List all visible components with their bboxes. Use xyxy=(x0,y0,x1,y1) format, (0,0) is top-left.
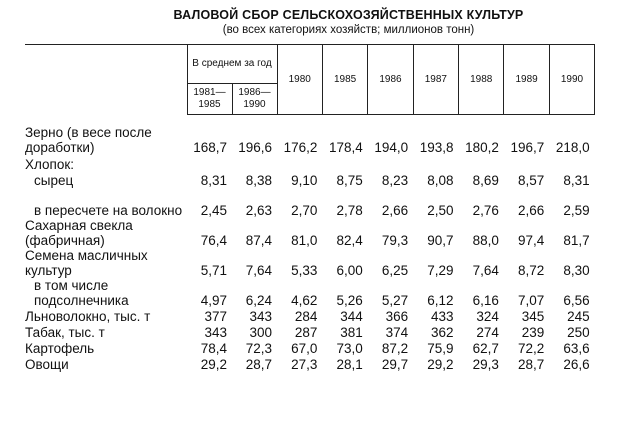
header-blank-cell xyxy=(25,45,187,115)
table-row xyxy=(25,248,595,278)
cell-value: 8,30 xyxy=(563,263,590,278)
cell-value: 433 xyxy=(430,309,454,324)
cell-value: 2,59 xyxy=(563,203,590,218)
cell-value: 193,8 xyxy=(419,140,454,155)
header-average-period: 1981—1985 xyxy=(187,84,232,115)
cell-value: 6,12 xyxy=(427,293,454,308)
cell-value: 343 xyxy=(249,309,273,324)
cell-value: 239 xyxy=(521,325,545,340)
cell-value: 2,70 xyxy=(291,203,318,218)
cell-value: 8,57 xyxy=(517,173,545,188)
cell-value: 374 xyxy=(385,325,409,340)
cell-value: 72,3 xyxy=(245,341,273,356)
table-row xyxy=(25,356,595,372)
table-row xyxy=(25,340,595,356)
cell-value: 7,07 xyxy=(517,293,545,308)
table-row xyxy=(25,324,595,340)
cell-value: 245 xyxy=(567,309,590,324)
table-row xyxy=(25,188,595,218)
row-label: Зерно (в весе после доработки) xyxy=(25,125,152,155)
cell-value: 67,0 xyxy=(291,341,318,356)
cell-value: 8,31 xyxy=(200,173,227,188)
harvest-table xyxy=(25,44,595,372)
cell-value: 250 xyxy=(567,325,590,340)
cell-value: 6,56 xyxy=(563,293,590,308)
cell-value: 5,71 xyxy=(200,263,227,278)
cell-value: 79,3 xyxy=(381,233,409,248)
cell-value: 362 xyxy=(430,325,454,340)
cell-value: 73,0 xyxy=(336,341,363,356)
cell-value: 6,24 xyxy=(245,293,273,308)
cell-value: 2,50 xyxy=(427,203,454,218)
cell-value: 324 xyxy=(476,309,499,324)
row-label: Табак, тыс. т xyxy=(25,325,105,340)
cell-value: 343 xyxy=(204,325,227,340)
cell-value: 87,2 xyxy=(381,341,409,356)
cell-value: 300 xyxy=(249,325,273,340)
cell-value: 72,2 xyxy=(517,341,545,356)
cell-value: 180,2 xyxy=(465,140,499,155)
cell-value: 2,76 xyxy=(472,203,499,218)
header-average-period: 1986—1990 xyxy=(232,84,277,115)
cell-value: 75,9 xyxy=(427,341,454,356)
cell-value: 29,2 xyxy=(200,357,227,372)
cell-value: 8,38 xyxy=(245,173,273,188)
cell-value: 6,16 xyxy=(472,293,499,308)
cell-value: 287 xyxy=(294,325,318,340)
row-label: Картофель xyxy=(25,341,95,356)
cell-value: 2,66 xyxy=(381,203,409,218)
cell-value: 82,4 xyxy=(336,233,363,248)
cell-value: 381 xyxy=(340,325,363,340)
cell-value: 27,3 xyxy=(291,357,318,372)
row-label: Семена масличных культур xyxy=(25,248,148,278)
cell-value: 78,4 xyxy=(200,341,227,356)
cell-value: 194,0 xyxy=(374,140,409,155)
cell-value: 345 xyxy=(521,309,545,324)
cell-value: 7,29 xyxy=(427,263,454,278)
header-year: 1985 xyxy=(322,45,367,115)
cell-value: 7,64 xyxy=(472,263,499,278)
header-year: 1987 xyxy=(413,45,458,115)
cell-value: 344 xyxy=(340,309,363,324)
cell-value: 29,3 xyxy=(472,357,499,372)
cell-value: 8,75 xyxy=(336,173,363,188)
cell-value: 76,4 xyxy=(200,233,227,248)
table-row xyxy=(25,308,595,324)
cell-value: 97,4 xyxy=(517,233,545,248)
cell-value: 7,64 xyxy=(245,263,273,278)
table-body xyxy=(25,115,595,373)
row-label: в том числе подсолнечника xyxy=(34,278,129,308)
cell-value: 5,33 xyxy=(291,263,318,278)
row-label: Хлопок: xyxy=(25,157,75,172)
cell-value: 168,7 xyxy=(193,140,227,155)
cell-value: 8,69 xyxy=(472,173,499,188)
cell-value: 284 xyxy=(294,309,318,324)
cell-value: 8,23 xyxy=(381,173,409,188)
header-year: 1986 xyxy=(368,45,413,115)
cell-value: 29,7 xyxy=(381,357,409,372)
row-label: в пересчете на волокно xyxy=(34,203,183,218)
cell-value: 90,7 xyxy=(427,233,454,248)
cell-value: 2,45 xyxy=(200,203,227,218)
cell-value: 176,2 xyxy=(283,140,318,155)
cell-value: 377 xyxy=(204,309,227,324)
row-label: Льноволокно, тыс. т xyxy=(25,309,151,324)
cell-value: 28,7 xyxy=(245,357,273,372)
cell-value: 88,0 xyxy=(472,233,499,248)
cell-value: 8,31 xyxy=(563,173,590,188)
cell-value: 366 xyxy=(385,309,409,324)
cell-value: 2,63 xyxy=(245,203,273,218)
cell-value: 81,7 xyxy=(563,233,590,248)
cell-value: 29,2 xyxy=(427,357,454,372)
cell-value: 62,7 xyxy=(472,341,499,356)
table-row xyxy=(25,172,595,188)
table-row xyxy=(25,278,595,308)
header-year: 1989 xyxy=(504,45,549,115)
cell-value: 2,78 xyxy=(336,203,363,218)
cell-value: 8,08 xyxy=(427,173,454,188)
document-title: ВАЛОВОЙ СБОР СЕЛЬСКОХОЗЯЙСТВЕННЫХ КУЛЬТУР xyxy=(173,8,524,22)
header-year: 1988 xyxy=(459,45,504,115)
table-row xyxy=(25,125,595,155)
cell-value: 6,00 xyxy=(336,263,363,278)
cell-value: 81,0 xyxy=(291,233,318,248)
row-label: сырец xyxy=(34,173,74,188)
table-row xyxy=(25,218,595,248)
cell-value: 87,4 xyxy=(245,233,273,248)
cell-value: 28,1 xyxy=(336,357,363,372)
table-row xyxy=(25,155,595,172)
cell-value: 196,7 xyxy=(510,140,545,155)
cell-value: 196,6 xyxy=(238,140,273,155)
header-year: 1980 xyxy=(277,45,322,115)
header-year: 1990 xyxy=(549,45,594,115)
cell-value: 2,66 xyxy=(517,203,545,218)
document-subtitle: (во всех категориях хозяйств; миллионов тонн) xyxy=(222,24,475,36)
cell-value: 28,7 xyxy=(517,357,545,372)
cell-value: 274 xyxy=(476,325,499,340)
cell-value: 4,62 xyxy=(291,293,318,308)
cell-value: 178,4 xyxy=(328,140,363,155)
cell-value: 8,72 xyxy=(517,263,545,278)
cell-value: 26,6 xyxy=(563,357,590,372)
cell-value: 5,26 xyxy=(336,293,363,308)
row-label: Сахарная свекла (фабричная) xyxy=(25,218,133,248)
cell-value: 9,10 xyxy=(291,173,318,188)
table-header xyxy=(25,45,595,115)
cell-value: 6,25 xyxy=(381,263,409,278)
cell-value: 5,27 xyxy=(381,293,409,308)
row-label: Овощи xyxy=(25,357,69,372)
header-average-group: В среднем за год xyxy=(187,45,277,84)
cell-value: 218,0 xyxy=(555,140,590,155)
cell-value: 63,6 xyxy=(563,341,590,356)
cell-value: 4,97 xyxy=(200,293,227,308)
